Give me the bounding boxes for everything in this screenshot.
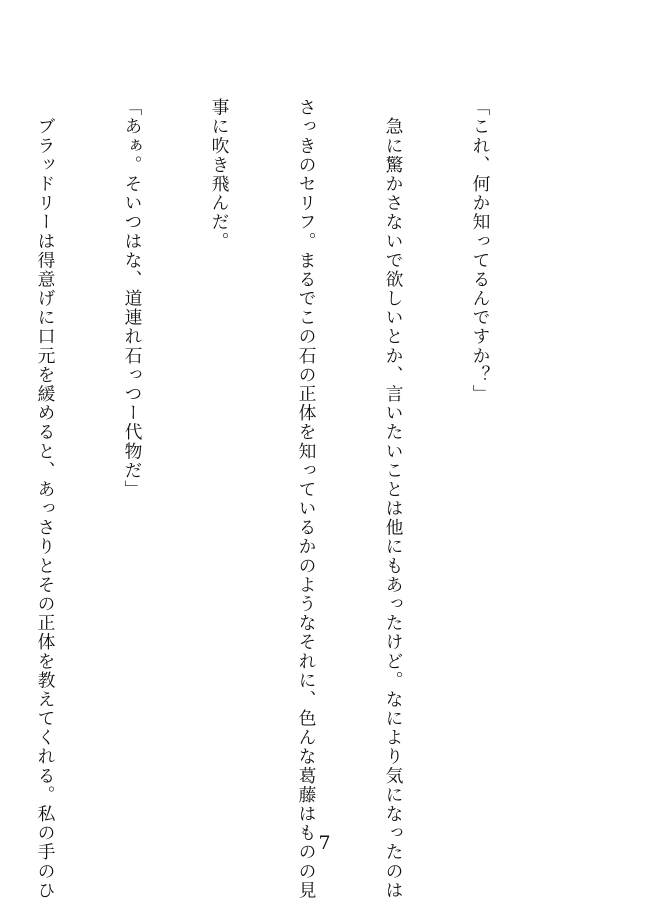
page-number: 7: [318, 832, 331, 854]
text-line: さっきのセリフ。まるでこの石の正体を知っているかのようなそれに、色んな葛藤はものの見: [296, 98, 317, 900]
text-line: ブラッドリーは得意げに口元を緩めると、あっさりとその正体を教えてくれる。私の手のひ: [35, 98, 56, 900]
text-line: 「これ、何か知ってるんですか？」: [470, 98, 491, 404]
vertical-text-body: [0, 98, 553, 900]
text-line: 「あぁ。そいつはな、道連れ石っつー代物だ」: [122, 98, 143, 499]
text-line: 事に吹き飛んだ。: [209, 98, 230, 251]
text-line: 急に驚かさないで欲しいとか、言いたいことは他にもあったけど。なにより気になったのは: [383, 98, 404, 900]
